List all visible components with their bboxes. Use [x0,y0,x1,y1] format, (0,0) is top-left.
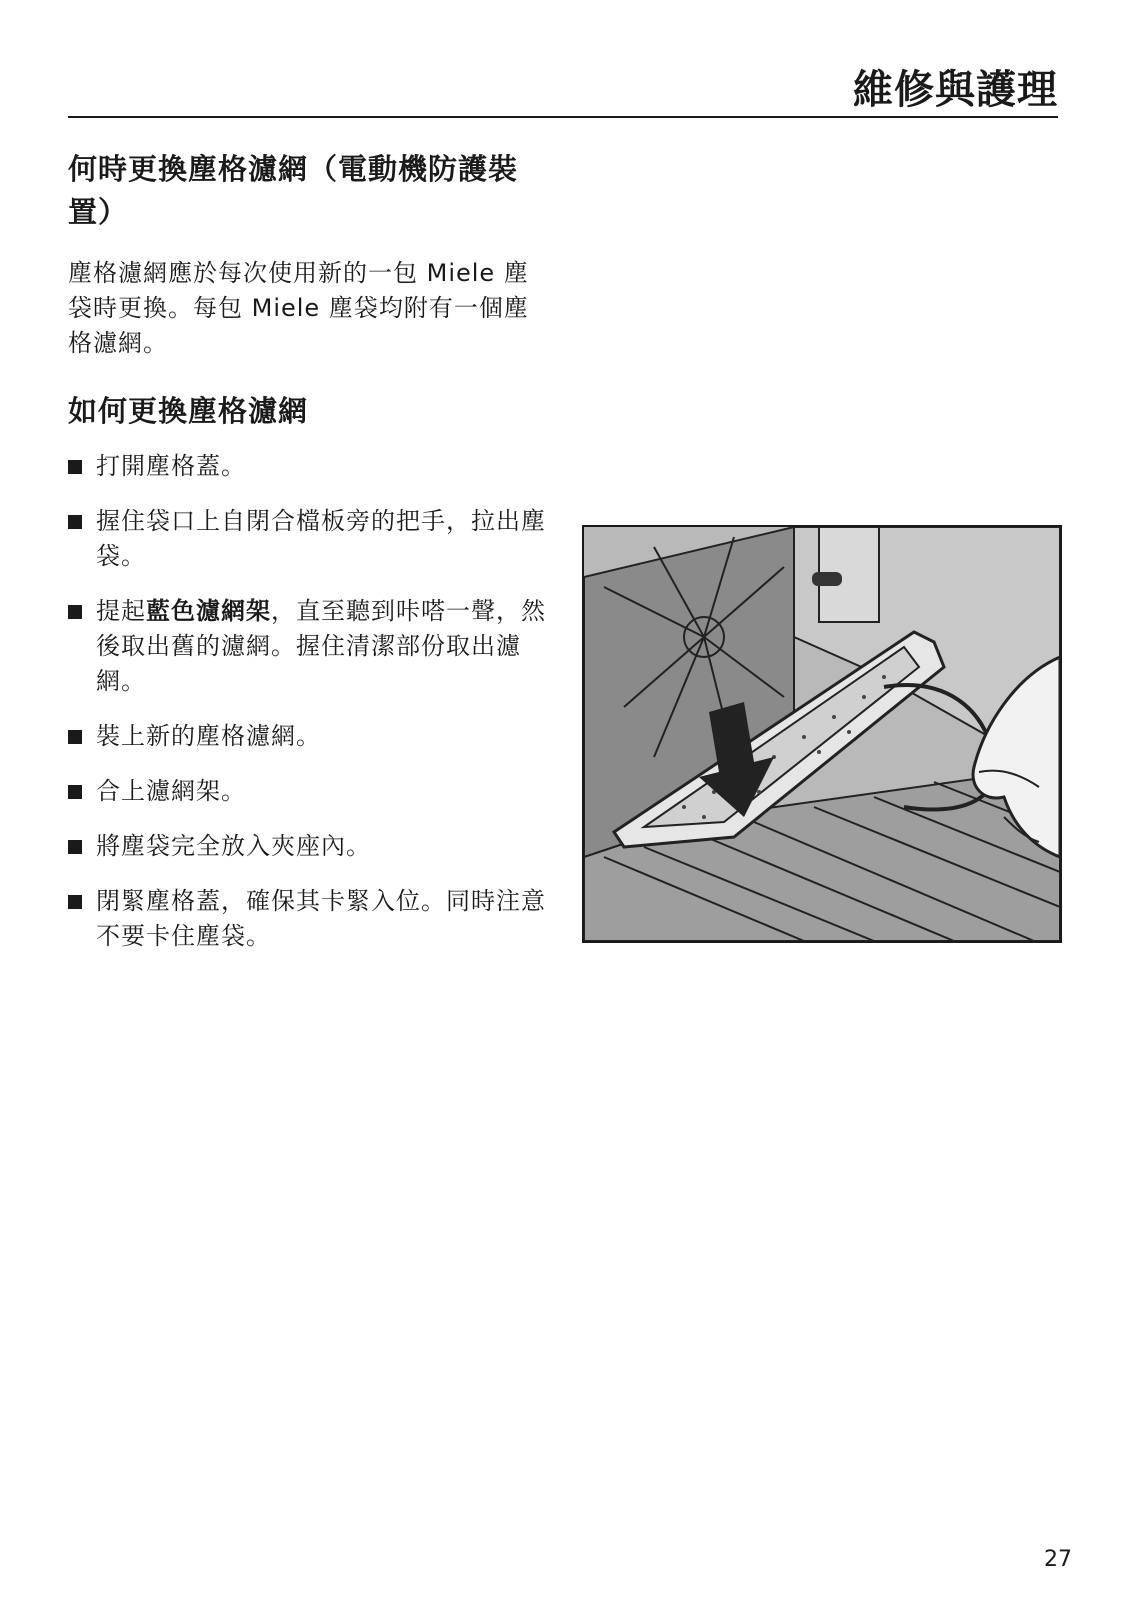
section-heading: 如何更換塵格濾網 [68,394,309,428]
section-how-to-replace [68,390,548,954]
bullet-square-icon [68,730,82,744]
header-divider [68,116,1058,118]
list-item: 打開塵格蓋。 [68,449,548,484]
steps-list [68,449,548,954]
list-item: 將塵袋完全放入夾座內。 [68,829,548,864]
list-item: 提起藍色濾網架，直至聽到咔嗒一聲，然後取出舊的濾網。握住清潔部份取出濾網。 [68,594,548,699]
list-item: 裝上新的塵格濾網。 [68,719,548,754]
filter-replacement-illustration [582,525,1062,943]
chapter-title: 維修與護理 [853,67,1058,113]
list-item: 握住袋口上自閉合檔板旁的把手，拉出塵袋。 [68,504,548,574]
bullet-square-icon [68,515,82,529]
bullet-square-icon [68,895,82,909]
section-paragraph: 塵格濾網應於每次使用新的一包 Miele 塵袋時更換。每包 Miele 塵袋均附有一個塵格濾網。 [68,259,529,357]
list-item: 合上濾網架。 [68,774,548,809]
section-heading: 何時更換塵格濾網（電動機防護裝置） [68,152,519,229]
bullet-square-icon [68,460,82,474]
bullet-square-icon [68,785,82,799]
emphasis-text: 藍色濾網架 [146,597,271,625]
list-item: 閉緊塵格蓋，確保其卡緊入位。同時注意不要卡住塵袋。 [68,884,548,954]
illustration-svg [584,527,1060,941]
bullet-square-icon [68,605,82,619]
page-number: 27 [1044,1547,1072,1572]
bullet-square-icon [68,840,82,854]
section-when-to-replace [68,148,548,361]
